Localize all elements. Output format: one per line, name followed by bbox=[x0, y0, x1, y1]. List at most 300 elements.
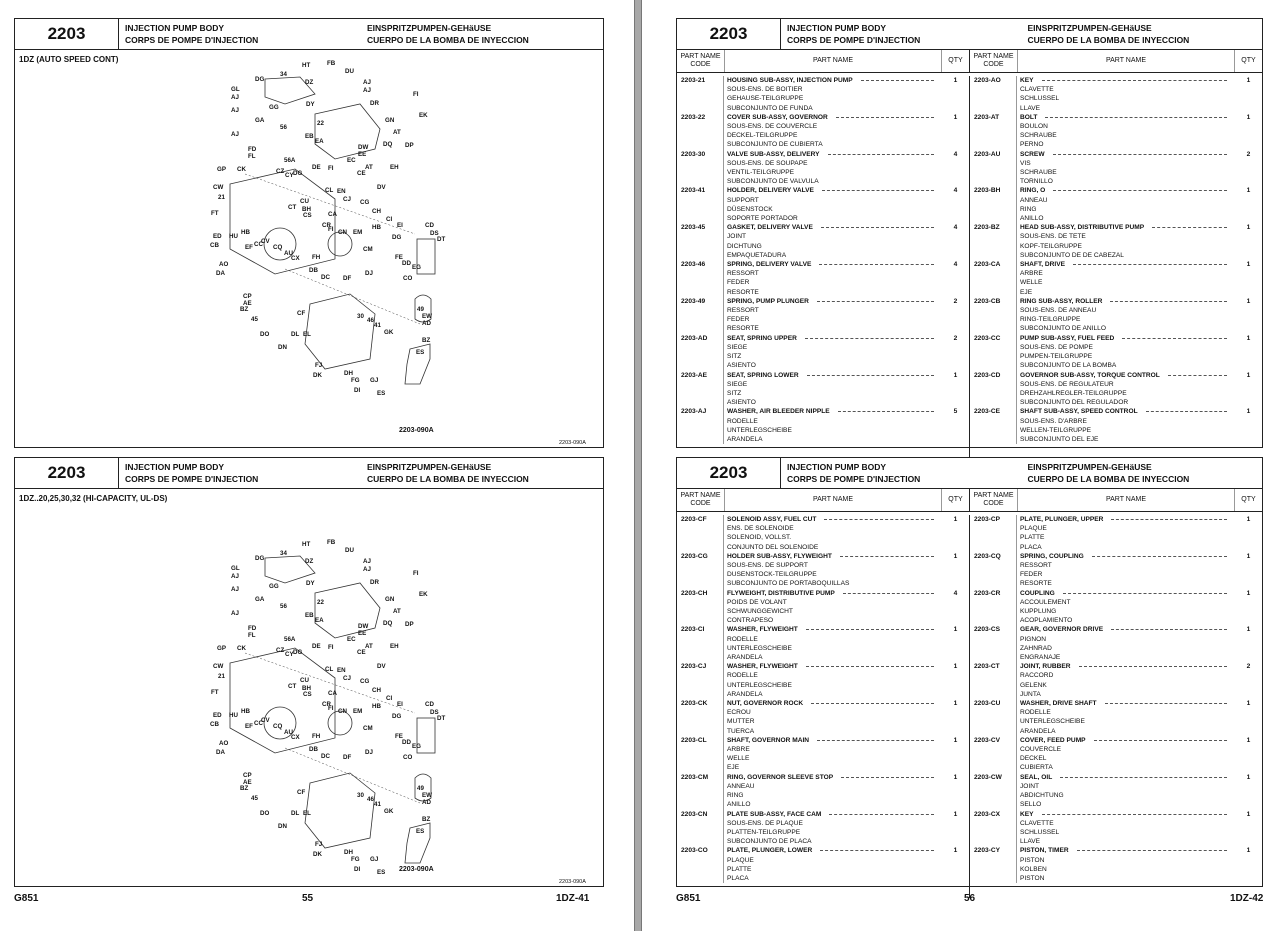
diagram-callout-label: CF bbox=[297, 310, 306, 317]
part-name-es: CONJUNTO DEL SOLENOIDE bbox=[727, 543, 819, 551]
part-name-fr: SOUS-ENS. DE BOITIER bbox=[727, 86, 803, 94]
table-row bbox=[970, 810, 1262, 847]
diagram-callout-label: HB bbox=[372, 224, 381, 231]
part-name-de: FEDER bbox=[1020, 571, 1043, 579]
part-name-es: TORNILLO bbox=[1020, 178, 1053, 186]
part-name-en: NUT, GOVERNOR ROCK bbox=[727, 700, 804, 708]
part-name-de: MUTTER bbox=[727, 718, 755, 726]
figure-reference: 2203-090A bbox=[399, 866, 434, 873]
part-code: 2203-CX bbox=[970, 810, 1017, 847]
column-header-qty: QTY bbox=[948, 496, 963, 503]
part-name-fr: RODELLE bbox=[727, 417, 758, 425]
diagram-callout-label: BZ bbox=[422, 816, 431, 823]
diagram-callout-label: DP bbox=[405, 621, 414, 628]
part-name-de: SCHLUSSEL bbox=[1020, 95, 1060, 103]
column-header-code: PART NAME CODE bbox=[677, 50, 725, 72]
part-name-fr: PISTON bbox=[1020, 856, 1045, 864]
part-name-de: FEDER bbox=[727, 316, 750, 324]
part-qty: 2 bbox=[953, 297, 958, 305]
part-code: 2203-45 bbox=[677, 223, 724, 260]
part-name-fr: ARBRE bbox=[727, 746, 750, 754]
table-row bbox=[677, 223, 969, 260]
diagram-callout-label: DW bbox=[358, 623, 369, 630]
part-name-es: SUBCONJUNTO DE FUNDA bbox=[727, 104, 813, 112]
part-qty: 1 bbox=[1246, 334, 1251, 342]
diagram-callout-label: DQ bbox=[383, 141, 393, 148]
diagram-callout-label: FI bbox=[328, 226, 334, 233]
diagram-callout-label: AT bbox=[365, 164, 373, 171]
panel-header bbox=[677, 458, 1262, 489]
part-qty: 4 bbox=[953, 261, 958, 269]
diagram-callout-label: CI bbox=[386, 216, 393, 223]
part-qty: 1 bbox=[953, 773, 958, 781]
diagram-callout-label: FD bbox=[248, 146, 257, 153]
table-row bbox=[677, 810, 969, 847]
leader-line bbox=[841, 773, 934, 778]
part-name-en: HEAD SUB-ASSY, DISTRIBUTIVE PUMP bbox=[1020, 224, 1145, 232]
part-name-de: DECKEL bbox=[1020, 755, 1047, 763]
part-name-es: ARANDELA bbox=[1020, 727, 1056, 735]
part-name-fr: SOUS-ENS. DE SOUPAPE bbox=[727, 159, 808, 167]
diagram-callout-label: DD bbox=[402, 739, 411, 746]
part-name-de: SITZ bbox=[727, 353, 742, 361]
diagram-callout-label: DA bbox=[216, 749, 225, 756]
table-row bbox=[677, 589, 969, 626]
part-name-de: DUSENSTOCK-TEILGRUPPE bbox=[727, 571, 817, 579]
footer-left-code: G851 bbox=[676, 893, 701, 904]
part-code: 2203-CK bbox=[677, 699, 724, 736]
diagram-callout-label: HB bbox=[241, 229, 250, 236]
part-name-de: SCHRAUBE bbox=[1020, 132, 1057, 140]
part-qty: 1 bbox=[953, 810, 958, 818]
title-de: EINSPRITZPUMPEN-GEHäUSE bbox=[1027, 462, 1152, 472]
diagram-callout-label: DN bbox=[278, 823, 287, 830]
diagram-callout-label: FG bbox=[351, 856, 360, 863]
part-name-de: VENTIL-TEILGRUPPE bbox=[727, 169, 795, 177]
title-es: CUERPO DE LA BOMBA DE INYECCION bbox=[367, 35, 529, 45]
diagram-callout-label: EG bbox=[412, 743, 421, 750]
leader-line bbox=[836, 113, 934, 118]
part-name-fr: CLAVETTE bbox=[1020, 86, 1054, 94]
diagram-callout-label: DO bbox=[260, 810, 270, 817]
leader-line bbox=[840, 552, 934, 557]
part-code: 2203-22 bbox=[677, 113, 724, 150]
part-name-fr: RESSORT bbox=[1020, 562, 1052, 570]
part-qty: 1 bbox=[1246, 810, 1251, 818]
leader-line bbox=[806, 662, 934, 667]
diagram-callout-label: FG bbox=[351, 377, 360, 384]
diagram-callout-label: BZ bbox=[240, 306, 249, 313]
part-name-es: EJE bbox=[1020, 288, 1033, 296]
diagram-callout-label: CO bbox=[403, 754, 413, 761]
diagram-callout-label: DP bbox=[405, 142, 414, 149]
diagram-callout-label: CC bbox=[254, 720, 263, 727]
table-row bbox=[970, 407, 1262, 444]
diagram-callout-label: DI bbox=[354, 387, 361, 394]
diagram-callout-label: GJ bbox=[370, 377, 379, 384]
part-name-en: HOUSING SUB-ASSY, INJECTION PUMP bbox=[727, 77, 853, 84]
footer-right-code: 1DZ-41 bbox=[556, 893, 590, 904]
part-qty: 1 bbox=[953, 700, 958, 708]
part-name-fr: SOUS-ENS. DE PLAQUE bbox=[727, 819, 803, 827]
diagram-callout-label: DR bbox=[370, 579, 379, 586]
part-name-fr: SIEGE bbox=[727, 380, 748, 388]
diagram-callout-label: CS bbox=[303, 212, 312, 219]
part-qty: 1 bbox=[1246, 261, 1251, 269]
leader-line bbox=[1060, 773, 1227, 778]
diagram-callout-label: DG bbox=[392, 234, 402, 241]
column-header-qty: QTY bbox=[948, 57, 963, 64]
diagram-callout-label: CZ bbox=[276, 168, 285, 175]
diagram-callout-label: EL bbox=[303, 810, 311, 817]
diagram-callout-label: CM bbox=[363, 246, 373, 253]
part-name-fr: ANNEAU bbox=[727, 782, 755, 790]
part-name-fr: ENS. DE SOLENOIDE bbox=[727, 525, 794, 533]
diagram-callout-label: DV bbox=[377, 184, 386, 191]
diagram-callout-label: EK bbox=[419, 112, 428, 119]
part-name-fr: BOULON bbox=[1020, 123, 1048, 131]
table-row bbox=[970, 662, 1262, 699]
part-code: 2203-CI bbox=[677, 625, 724, 662]
diagram-callout-label: GK bbox=[384, 808, 394, 815]
part-name-de: GEHAUSE-TEILGRUPPE bbox=[727, 95, 804, 103]
table-row bbox=[970, 515, 1262, 552]
table-row bbox=[677, 699, 969, 736]
diagram-callout-label: DZ bbox=[305, 79, 314, 86]
part-name-fr: SUPPORT bbox=[727, 196, 759, 204]
part-code: 2203-AE bbox=[677, 371, 724, 408]
part-qty: 1 bbox=[1246, 773, 1251, 781]
diagram-callout-label: DS bbox=[430, 230, 439, 237]
part-name-es: RESORTE bbox=[1020, 580, 1052, 588]
part-name-fr: ANNEAU bbox=[1020, 196, 1048, 204]
diagram-callout-label: 46 bbox=[367, 317, 374, 324]
part-name-es: CUBIERTA bbox=[1020, 764, 1053, 772]
part-name-fr: SOUS-ENS. DE REGULATEUR bbox=[1020, 380, 1114, 388]
diagram-callout-label: EE bbox=[358, 630, 367, 637]
diagram-callout-label: FI bbox=[328, 705, 334, 712]
diagram-callout-label: EI bbox=[397, 222, 403, 229]
part-code: 2203-CM bbox=[677, 773, 724, 810]
diagram-callout-label: CT bbox=[288, 204, 297, 211]
diagram-callout-label: CG bbox=[360, 199, 370, 206]
diagram-callout-label: DN bbox=[278, 344, 287, 351]
part-name-es: LLAVE bbox=[1020, 104, 1041, 112]
part-name-es: ASIENTO bbox=[727, 399, 756, 407]
diagram-callout-label: FH bbox=[312, 733, 321, 740]
diagram-callout-label: GJ bbox=[370, 856, 379, 863]
leader-line bbox=[828, 150, 934, 155]
part-name-de: WELLE bbox=[1020, 279, 1043, 287]
column-header-code: PART NAME CODE bbox=[677, 489, 725, 511]
diagram-callout-label: CG bbox=[360, 678, 370, 685]
part-code: 2203-CO bbox=[677, 846, 724, 883]
diagram-callout-label: EC bbox=[347, 636, 356, 643]
diagram-callout-label: 56 bbox=[280, 124, 287, 131]
diagram-callout-label: CJ bbox=[343, 675, 351, 682]
part-name-en: PLATE, PLUNGER, LOWER bbox=[727, 847, 813, 855]
part-name-en: RING, GOVERNOR SLEEVE STOP bbox=[727, 773, 834, 781]
part-name-es: JUNTA bbox=[1020, 690, 1041, 698]
part-name-en: FLYWEIGHT, DISTRIBUTIVE PUMP bbox=[727, 589, 835, 597]
part-name-de: PLATTE bbox=[1020, 534, 1045, 542]
part-name-es: ARANDELA bbox=[727, 435, 763, 443]
diagram-callout-label: DF bbox=[343, 754, 352, 761]
diagram-callout-label: CV bbox=[261, 238, 270, 245]
part-name-es: SOPORTE PORTADOR bbox=[727, 215, 798, 223]
diagram-callout-label: EB bbox=[305, 612, 314, 619]
diagram-callout-label: DC bbox=[321, 274, 330, 281]
part-name-de: GELENK bbox=[1020, 681, 1047, 689]
part-name-fr: ECROU bbox=[727, 709, 751, 717]
page-divider bbox=[634, 0, 642, 931]
leader-line bbox=[1042, 76, 1227, 81]
diagram-callout-label: FT bbox=[211, 689, 219, 696]
part-name-en: JOINT, RUBBER bbox=[1020, 663, 1071, 671]
diagram-callout-label: GA bbox=[255, 596, 265, 603]
part-code: 2203-CW bbox=[970, 773, 1017, 810]
diagram-callout-label: DK bbox=[313, 372, 322, 379]
part-name-es: PISTON bbox=[1020, 874, 1045, 882]
group-number: 2203 bbox=[677, 458, 781, 488]
part-name-es: PLACA bbox=[727, 874, 749, 882]
part-name-de: SOLENOID, VOLLST. bbox=[727, 534, 792, 542]
diagram-callout-label: EN bbox=[337, 667, 346, 674]
leader-line bbox=[1053, 186, 1227, 191]
part-name-fr: SOUS-ENS. DE POMPE bbox=[1020, 343, 1093, 351]
part-name-es: SUBCONJUNTO DE PORTABOQUILLAS bbox=[727, 580, 850, 588]
parts-table-1 bbox=[676, 18, 1263, 448]
diagram-callout-label: EA bbox=[315, 138, 324, 145]
part-name-en: SHAFT, GOVERNOR MAIN bbox=[727, 736, 810, 744]
part-name-de: SCHRAUBE bbox=[1020, 169, 1057, 177]
diagram-callout-label: 45 bbox=[251, 795, 258, 802]
part-name-fr: RESSORT bbox=[727, 307, 759, 315]
diagram-callout-label: CQ bbox=[273, 244, 283, 251]
group-number: 2203 bbox=[15, 19, 119, 49]
diagram-callout-label: EF bbox=[245, 723, 253, 730]
group-number: 2203 bbox=[677, 19, 781, 49]
leader-line bbox=[1111, 625, 1227, 630]
part-name-en: SHAFT, DRIVE bbox=[1020, 261, 1066, 269]
diagram-callout-label: FH bbox=[312, 254, 321, 261]
diagram-callout-label: EK bbox=[419, 591, 428, 598]
part-name-es: RESORTE bbox=[727, 325, 759, 333]
leader-line bbox=[806, 625, 934, 630]
distributor-head-shape bbox=[305, 294, 375, 369]
part-code: 2203-CU bbox=[970, 699, 1017, 736]
diagram-callout-label: DY bbox=[306, 580, 315, 587]
diagram-callout-label: CQ bbox=[273, 723, 283, 730]
right-page bbox=[642, 0, 1279, 931]
part-name-es: PERNO bbox=[1020, 141, 1044, 149]
column-header-code: PART NAME CODE bbox=[970, 489, 1018, 511]
part-name-fr: PLAQUE bbox=[727, 856, 754, 864]
title-fr: CORPS DE POMPE D'INJECTION bbox=[787, 35, 921, 45]
diagram-callout-label: DY bbox=[306, 101, 315, 108]
part-qty: 1 bbox=[1246, 847, 1251, 855]
table-row bbox=[677, 846, 969, 883]
diagram-callout-label: AT bbox=[393, 608, 401, 615]
part-name-fr: SIEGE bbox=[727, 343, 748, 351]
leader-line bbox=[817, 297, 934, 302]
table-body bbox=[677, 512, 1262, 898]
part-qty: 1 bbox=[953, 552, 958, 560]
table-row bbox=[677, 334, 969, 371]
title-en: INJECTION PUMP BODY bbox=[787, 462, 887, 472]
leader-line bbox=[829, 810, 934, 815]
diagram-callout-label: CF bbox=[297, 789, 306, 796]
part-name-en: RING, O bbox=[1020, 187, 1046, 195]
leader-line bbox=[819, 260, 934, 265]
part-name-en: BOLT bbox=[1020, 113, 1038, 121]
part-name-en: PLATE SUB-ASSY, FACE CAM bbox=[727, 810, 822, 818]
diagram-callout-label: FI bbox=[328, 644, 334, 651]
part-name-es: RESORTE bbox=[727, 288, 759, 296]
leader-line bbox=[1079, 662, 1227, 667]
part-name-fr: SOUS-ENS. DE TETE bbox=[1020, 233, 1086, 241]
part-code: 2203-CL bbox=[677, 736, 724, 773]
diagram-callout-label: DH bbox=[344, 849, 353, 856]
table-row bbox=[970, 297, 1262, 334]
diagram-callout-label: 41 bbox=[374, 801, 381, 808]
diagram-callout-label: DL bbox=[291, 331, 300, 338]
diagram-callout-label: 46 bbox=[367, 796, 374, 803]
diagram-callout-label: AJ bbox=[363, 79, 371, 86]
diagram-callout-label: FJ bbox=[315, 362, 323, 369]
part-name-es: SUBCONJUNTO DE CUBIERTA bbox=[727, 141, 823, 149]
diagram-callout-label: CY bbox=[285, 172, 294, 179]
diagram-callout-label: AU bbox=[284, 250, 293, 257]
diagram-callout-label: EF bbox=[245, 244, 253, 251]
table-header bbox=[677, 50, 1262, 73]
diagram-callout-label: FE bbox=[395, 733, 403, 740]
diagram-callout-label: CX bbox=[291, 255, 300, 262]
leader-line bbox=[1168, 371, 1227, 376]
leader-line bbox=[1063, 589, 1227, 594]
diagram-callout-label: FJ bbox=[315, 841, 323, 848]
diagram-panel-1 bbox=[14, 18, 604, 448]
part-name-de: WELLE bbox=[727, 755, 750, 763]
part-code: 2203-CP bbox=[970, 515, 1017, 552]
part-code: 2203-46 bbox=[677, 260, 724, 297]
parts-table-2 bbox=[676, 457, 1263, 887]
part-qty: 1 bbox=[953, 77, 958, 84]
diagram-callout-label: DO bbox=[260, 331, 270, 338]
table-row bbox=[970, 223, 1262, 260]
diagram-callout-label: DT bbox=[437, 236, 446, 243]
part-qty: 1 bbox=[1246, 224, 1251, 232]
part-name-fr: ARBRE bbox=[1020, 270, 1043, 278]
diagram-callout-label: GP bbox=[217, 645, 226, 652]
part-name-en: HOLDER, DELIVERY VALVE bbox=[727, 187, 814, 195]
column-header-name: PART NAME bbox=[725, 489, 942, 511]
diagram-callout-label: AU bbox=[284, 729, 293, 736]
part-code: 2203-CD bbox=[970, 371, 1017, 408]
diagram-callout-label: DH bbox=[344, 370, 353, 377]
diagram-callout-label: DE bbox=[312, 164, 321, 171]
part-name-es: SUBCONJUNTO DEL EJE bbox=[1020, 435, 1099, 443]
leader-line bbox=[811, 699, 934, 704]
part-name-de: WELLEN-TEILGRUPPE bbox=[1020, 426, 1092, 434]
part-name-en: VALVE SUB-ASSY, DELIVERY bbox=[727, 150, 820, 158]
diagram-callout-label: 34 bbox=[280, 550, 287, 557]
exploded-parts-diagram bbox=[185, 538, 455, 888]
part-code: 2203-AU bbox=[970, 150, 1017, 187]
part-code: 2203-CF bbox=[677, 515, 724, 552]
page-number: 56 bbox=[964, 893, 976, 904]
diagram-callout-label: EM bbox=[353, 229, 363, 236]
part-qty: 1 bbox=[1246, 371, 1251, 379]
part-name-de: UNTERLEGSCHEIBE bbox=[727, 644, 792, 652]
title-fr: CORPS DE POMPE D'INJECTION bbox=[125, 35, 259, 45]
part-code: 2203-CQ bbox=[970, 552, 1017, 589]
title-en: INJECTION PUMP BODY bbox=[125, 23, 225, 33]
diagram-callout-label: 49 bbox=[417, 785, 424, 792]
model-subtitle: 1DZ (AUTO SPEED CONT) bbox=[19, 55, 119, 64]
diagram-callout-label: CE bbox=[357, 649, 366, 656]
table-row bbox=[970, 589, 1262, 626]
part-name-fr: RODELLE bbox=[727, 672, 758, 680]
part-code: 2203-CA bbox=[970, 260, 1017, 297]
part-name-es: ARANDELA bbox=[727, 654, 763, 662]
diagram-callout-label: 21 bbox=[218, 673, 225, 680]
diagram-callout-label: CA bbox=[328, 211, 337, 218]
leader-line bbox=[817, 736, 934, 741]
part-code: 2203-CS bbox=[970, 625, 1017, 662]
part-code: 2203-CE bbox=[970, 407, 1017, 444]
title-es: CUERPO DE LA BOMBA DE INYECCION bbox=[1027, 474, 1190, 484]
part-qty: 1 bbox=[1246, 589, 1251, 597]
group-number: 2203 bbox=[15, 458, 119, 488]
diagram-callout-label: DB bbox=[309, 746, 318, 753]
diagram-callout-label: GL bbox=[231, 86, 240, 93]
part-qty: 5 bbox=[953, 408, 958, 416]
part-name-es: SUBCONJUNTO DEL REGULADOR bbox=[1020, 399, 1129, 407]
diagram-callout-label: GK bbox=[384, 329, 394, 336]
diagram-callout-label: CU bbox=[300, 677, 309, 684]
diagram-callout-label: CJ bbox=[343, 196, 351, 203]
part-name-en: SCREW bbox=[1020, 150, 1045, 158]
diagram-callout-label: CI bbox=[386, 695, 393, 702]
part-name-es: ACOPLAMIENTO bbox=[1020, 617, 1073, 625]
part-name-en: COVER SUB-ASSY, GOVERNOR bbox=[727, 113, 828, 121]
leader-line bbox=[1094, 736, 1227, 741]
diagram-callout-label: GN bbox=[385, 596, 395, 603]
leader-line bbox=[1146, 407, 1227, 412]
diagram-callout-label: EW bbox=[422, 313, 432, 320]
diagram-callout-label: HU bbox=[229, 233, 238, 240]
diagram-callout-label: EW bbox=[422, 792, 432, 799]
part-code: 2203-CY bbox=[970, 846, 1017, 883]
diagram-callout-label: GG bbox=[269, 583, 279, 590]
leader-line bbox=[820, 846, 934, 851]
diagram-callout-label: ES bbox=[416, 349, 425, 356]
part-qty: 4 bbox=[953, 589, 958, 597]
part-code: 2203-CN bbox=[677, 810, 724, 847]
diagram-callout-label: ED bbox=[213, 233, 222, 240]
part-code: 2203-CV bbox=[970, 736, 1017, 773]
part-name-fr: RESSORT bbox=[727, 270, 759, 278]
part-name-de: SCHWUNGGEWICHT bbox=[727, 608, 793, 616]
part-name-en: PISTON, TIMER bbox=[1020, 847, 1069, 855]
part-name-de: DECKEL-TEILGRUPPE bbox=[727, 132, 798, 140]
diagram-callout-label: HU bbox=[229, 712, 238, 719]
figure-reference-small: 2203-090A bbox=[559, 879, 586, 885]
table-row bbox=[677, 407, 969, 444]
diagram-callout-label: CO bbox=[403, 275, 413, 282]
part-code: 2203-CR bbox=[970, 589, 1017, 626]
